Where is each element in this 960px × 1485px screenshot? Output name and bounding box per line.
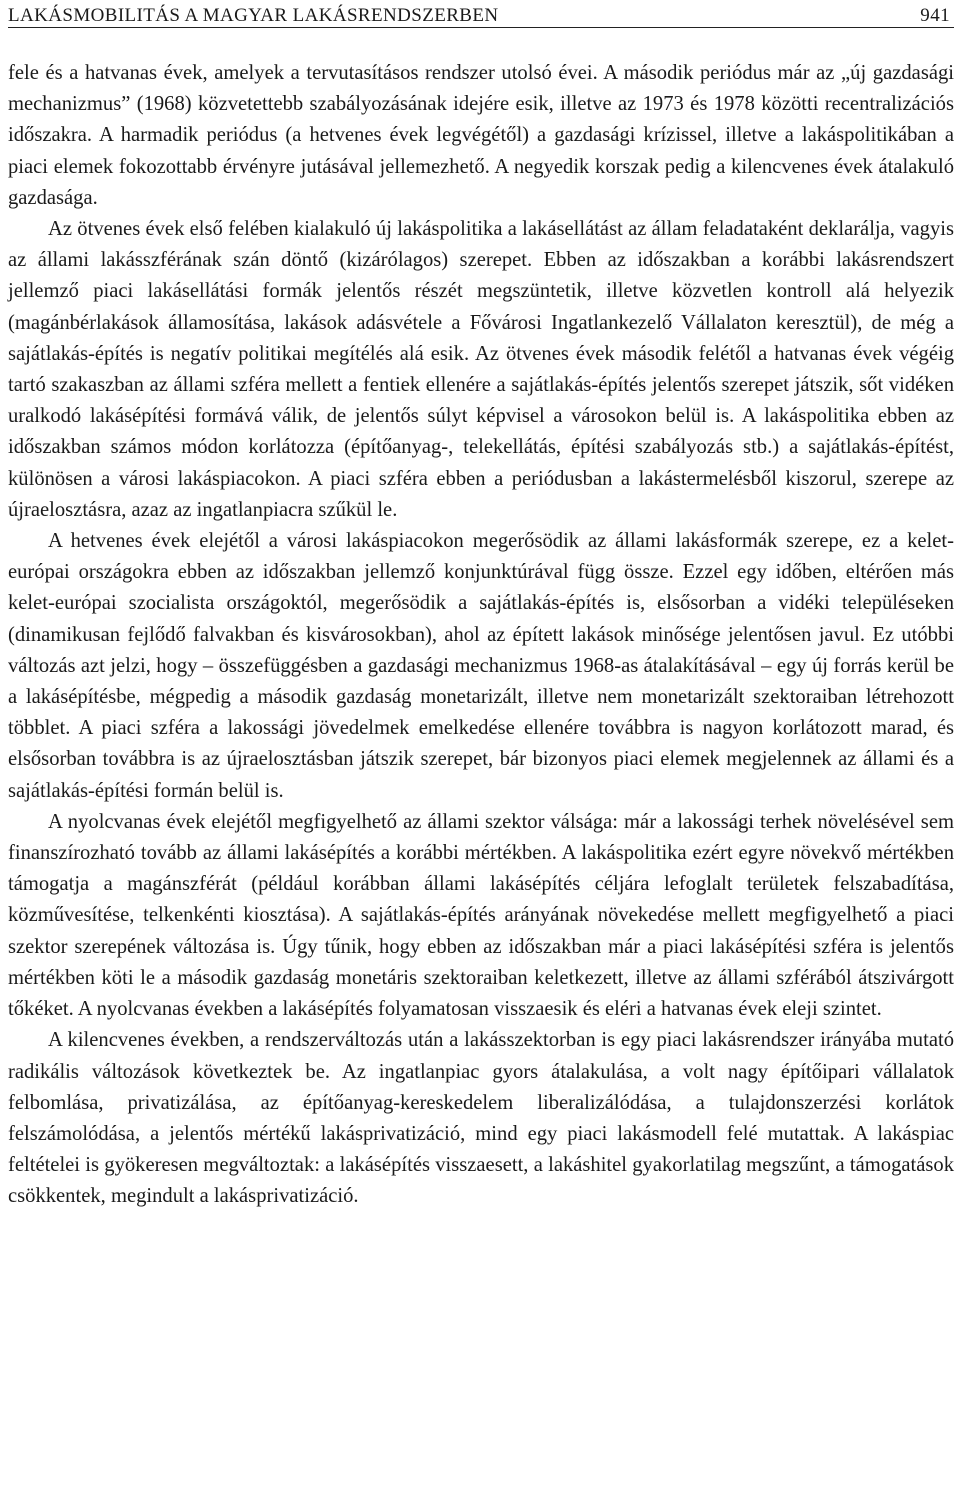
document-page	[8, 0, 954, 1213]
paragraph: A kilencvenes években, a rendszerváltozás után a lakásszektorban is egy piaci lakásrendszer irányába mutató radikális változások következtek be. Az ingatlanpiac gyors átalakulása, a volt nagy építőipari vállalatok felbomlása, privatizálása, az építőanyag-kereskedelem liberalizálódása, a tulajdonszerzési korlátok felszámolódása, a jelentős mértékű lakásprivatizáció, mind egy piaci lakásmodell felé mutattak. A lakáspiac feltételei is gyökeresen megváltoztak: a lakásépítés visszaesett, a lakáshitel gyakorlatilag megszűnt, a támogatások csökkentek, megindult a lakásprivatizáció.	[8, 1029, 954, 1208]
running-header	[8, 0, 954, 28]
paragraph: fele és a hatvanas évek, amelyek a tervutasításos rendszer utolsó évei. A második periódus már az „új gazdasági mechanizmus” (1968) közvetettebb szabályozásának idejére esik, illetve az 1973 és 1978 közötti recentralizációs időszakra. A harmadik periódus (a hetvenes évek legvégétől) a gazdasági krízissel, illetve a lakáspolitikában a piaci elemek fokozottabb érvényre jutásával jellemezhető. A negyedik korszak pedig a kilencvenes évek átalakuló gazdasága.	[8, 62, 954, 209]
paragraph: A nyolcvanas évek elejétől megfigyelhető az állami szektor válsága: már a lakossági terhek növelésével sem finanszírozható tovább az állami lakásépítés a korábbi mértékben. A lakáspolitika ezért egyre növekvő mértékben támogatja a magánszférát (például korábban állami lakásépítés céljára lefoglalt területek felszabadítása, közművesítése, telkenkénti kiosztása). A sajátlakás-építés arányának növekedése mellett megfigyelhető a piaci szektor szerepének változása is. Úgy tűnik, hogy ebben az időszakban már a piaci lakásépítési szféra is jelentős mértékben köti le a második gazdaság monetáris szektoraiban keletkezett, illetve az állami szférából átszivárgott tőkéket. A nyolcvanas években a lakásépítés folyamatosan visszaesik és eléri a hatvanas évek eleji szintet.	[8, 810, 954, 1021]
running-title: LAKÁSMOBILITÁS A MAGYAR LAKÁSRENDSZERBEN	[8, 5, 499, 26]
paragraph: A hetvenes évek elejétől a városi lakáspiacokon megerősödik az állami lakásformák szerepe, ez a kelet-európai országokra ebben az időszakban jellemző konjunktúrával függ össze. Ezzel egy időben, eltérően más kelet-európai szocialista országoktól, megerősödik a sajátlakás-építés is, elsősorban a vidéki településeken (dinamikusan fejlődő falvakban és kisvárosokban), ahol az épített lakások minősége jelentősen javul. Ez utóbbi változás azt jelzi, hogy – összefüggésben a gazdasági mechanizmus 1968-as átalakításával – egy új forrás kerül be a lakásépítésbe, mégpedig a második gazdaság monetarizált, illetve nem monetarizált szektoraiban létrehozott többlet. A piaci szféra a lakossági jövedelmek emelkedése ellenére továbbra is nagyon korlátozott marad, és elsősorban továbbra is az újraelosztásban játszik szerepet, bár bizonyos piaci elemek megjelennek az állami és a sajátlakás-építési formán belül is.	[8, 530, 954, 802]
paragraph: Az ötvenes évek első felében kialakuló új lakáspolitika a lakásellátást az állam feladataként deklarálja, vagyis az állami lakásszférának szán döntő (kizárólagos) szerepet. Ebben az időszakban a korábbi lakásrendszert jellemző piaci lakásellátási formák jelentős részét megszüntetik, illetve közvetlen kontroll alá helyezik (magánbérlakások államosítása, lakások adásvétele a Fővárosi Ingatlankezelő Vállalaton keresztül), de még a sajátlakás-építés is negatív politikai megítélés alá esik. Az ötvenes évek második felétől a hatvanas évek végéig tartó szakaszban az állami szféra mellett a fentiek ellenére a sajátlakás-építés jelentős szerepet játszik, sőt vidéken uralkodó lakásépítési formává válik, de jelentős súlyt képvisel a városokon belül is. A lakáspolitika ebben az időszakban számos módon korlátozza (építőanyag-, telekellátás, építési szabályozás stb.) a sajátlakás-építést, különösen a városi lakáspiacokon. A piaci szféra ebben a periódusban a lakástermelésből kiszorul, szerepe az újraelosztásra, azaz az ingatlanpiacra szűkül le.	[8, 218, 954, 521]
body-text	[8, 58, 954, 1213]
page-number: 941	[920, 5, 950, 26]
